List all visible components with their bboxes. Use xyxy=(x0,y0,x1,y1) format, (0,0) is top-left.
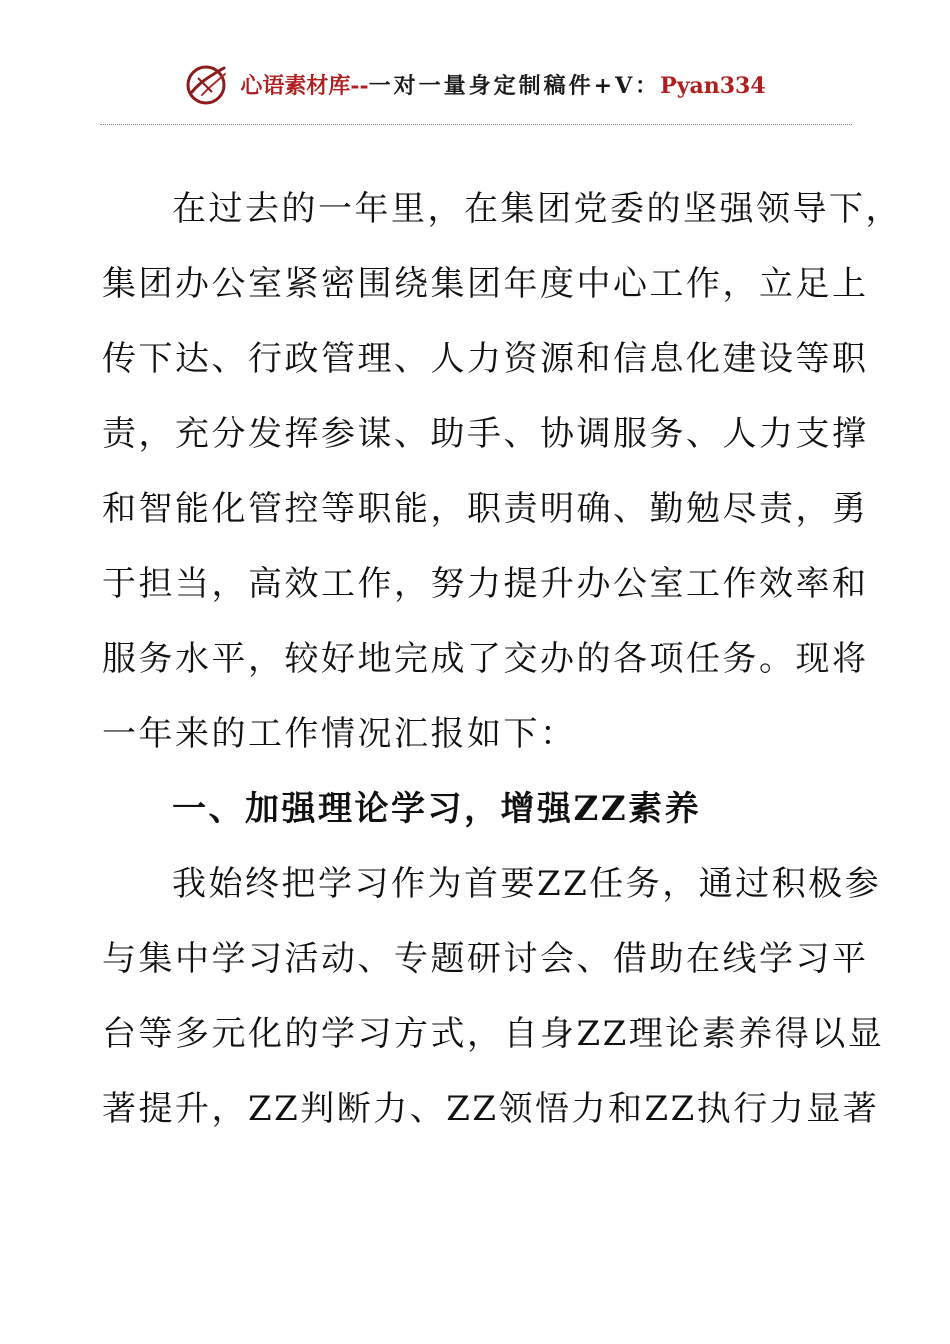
header-separator: -- xyxy=(350,72,369,99)
paragraph-line: 与集中学习活动、专题研讨会、借助在线学习平 xyxy=(102,939,869,979)
paragraph-line: 于担当，高效工作，努力提升办公室工作效率和 xyxy=(102,564,869,604)
paragraph-line: 集团办公室紧密围绕集团年度中心工作，立足上 xyxy=(102,264,869,304)
paragraph-line: 传下达、行政管理、人力资源和信息化建设等职 xyxy=(102,339,869,379)
quill-seal-icon xyxy=(184,62,228,106)
document-body xyxy=(102,172,902,1147)
paragraph-line: 台等多元化的学习方式，自身ZZ理论素养得以显 xyxy=(102,1014,885,1054)
page-header xyxy=(0,56,950,112)
header-text xyxy=(240,69,765,100)
paragraph-line: 一年来的工作情况汇报如下： xyxy=(102,714,577,754)
paragraph-line: 在过去的一年里，在集团党委的坚强领导下， xyxy=(172,189,902,229)
header-contact-id: Pyan334 xyxy=(660,72,766,99)
header-contact-prefix: +V： xyxy=(593,72,661,99)
header-divider xyxy=(100,124,852,125)
paragraph-line: 服务水平，较好地完成了交办的各项任务。现将 xyxy=(102,639,869,679)
section-heading: 一、加强理论学习，增强ZZ素养 xyxy=(172,789,702,829)
paragraph-line: 我始终把学习作为首要ZZ任务，通过积极参 xyxy=(172,864,882,904)
header-brand: 心语素材库 xyxy=(240,72,351,99)
header-slogan: 一对一量身定制稿件 xyxy=(368,72,594,99)
paragraph-line: 和智能化管控等职能，职责明确、勤勉尽责，勇 xyxy=(102,489,869,529)
paragraph-line: 责，充分发挥参谋、助手、协调服务、人力支撑 xyxy=(102,414,869,454)
paragraph-line: 著提升，ZZ判断力、ZZ领悟力和ZZ执行力显著 xyxy=(102,1089,880,1129)
